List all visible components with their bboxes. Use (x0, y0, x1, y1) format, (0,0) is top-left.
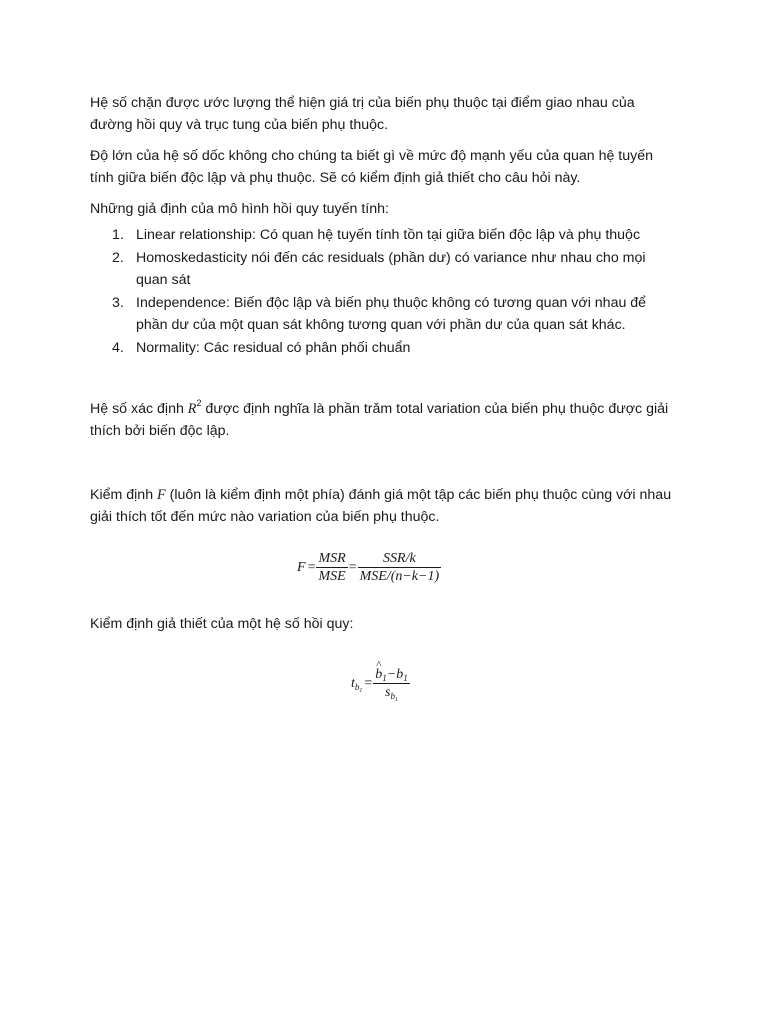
list-item-number: 3. (112, 295, 124, 311)
fraction-denominator (373, 684, 409, 701)
list-item-number: 4. (112, 340, 124, 356)
t-subscript (355, 682, 363, 692)
s-symbol: s (385, 685, 391, 700)
fraction-denominator: MSE/(n−k−1) (359, 569, 440, 584)
paragraph-r-squared (90, 398, 680, 442)
s-subscript-1: 1 (395, 697, 398, 703)
list-item-text: Normality: Các residual có phân phối chuẩn (136, 340, 411, 356)
fraction-numerator: SSR/k (358, 550, 442, 568)
fraction-ssr-mse (358, 550, 442, 585)
s-subscript (391, 691, 399, 701)
b-hat-subscript: 1 (382, 673, 387, 683)
formula-f-equals-1: = (307, 559, 316, 575)
list-item-text: Linear relationship: Có quan hệ tuyến tính tồn tại giữa biến độc lập và phụ thuộc (136, 227, 641, 243)
list-item (90, 224, 680, 246)
r-symbol: R (187, 401, 197, 417)
f-text-after: (luôn là kiểm định một phía) đánh giá một tập các biến phụ thuộc cùng với nhau giải thích tốt đến mức nào variation của biến phụ thuộc. (90, 487, 672, 525)
list-item-text: Independence: Biến độc lập và biến phụ thuộc không có tương quan với nhau để phần dư của một quan sát không tương quan với phần dư của quan sát khác. (136, 295, 647, 333)
minus-b: −b (386, 667, 404, 682)
paragraph-coefficient-test: Kiểm định giả thiết của một hệ số hồi quy: (90, 616, 354, 632)
list-item-number: 1. (112, 227, 124, 243)
list-item (90, 292, 680, 336)
t-symbol: t (351, 675, 355, 691)
fraction-numerator: MSR (318, 551, 346, 566)
f-symbol: F (157, 487, 166, 503)
formula-t-lhs (350, 673, 363, 695)
r2-text-before: Hệ số xác định (90, 401, 188, 417)
t-statistic-formula (350, 666, 410, 701)
assumptions-list (90, 224, 680, 359)
list-item (90, 247, 680, 291)
paragraph-assumptions-heading: Những giả định của mô hình hồi quy tuyến tính: (90, 201, 389, 217)
fraction-msr-mse (316, 550, 347, 585)
b-hat: ^ b (375, 666, 382, 683)
s-subscript-b: b (390, 691, 395, 701)
paragraph-intercept: Hệ số chặn được ước lượng thể hiện giá trị của biến phụ thuộc tại điểm giao nhau của đường hồi quy và trục tung của biến phụ thuộc. (90, 95, 635, 133)
r2-text-after: được định nghĩa là phần trăm total variation của biến phụ thuộc được giải thích bởi biến độc lập. (90, 401, 669, 439)
fraction-numerator (373, 666, 409, 684)
list-item-text: Homoskedasticity nói đến các residuals (phần dư) có variance như nhau cho mọi quan sát (136, 250, 646, 288)
paragraph-f-test (90, 484, 680, 528)
f-statistic-formula (296, 550, 441, 585)
paragraph-slope: Độ lớn của hệ số dốc không cho chúng ta biết gì về mức độ mạnh yếu của quan hệ tuyến tính giữa biến độc lập và phụ thuộc. Sẽ có kiểm định giả thiết cho câu hỏi này. (90, 148, 654, 186)
r-superscript: 2 (196, 398, 202, 408)
list-item-number: 2. (112, 250, 124, 266)
list-item (90, 337, 680, 359)
fraction-denominator: MSE (318, 569, 346, 584)
formula-f-lhs: F (297, 559, 306, 575)
fraction-coefficient-test (373, 666, 409, 701)
t-subscript-1: 1 (359, 687, 363, 694)
b-subscript: 1 (403, 673, 408, 683)
f-text-before: Kiểm định (90, 487, 158, 503)
t-subscript-b: b (354, 681, 360, 692)
formula-f-equals-2: = (348, 559, 357, 575)
formula-t-equals: = (364, 675, 373, 691)
